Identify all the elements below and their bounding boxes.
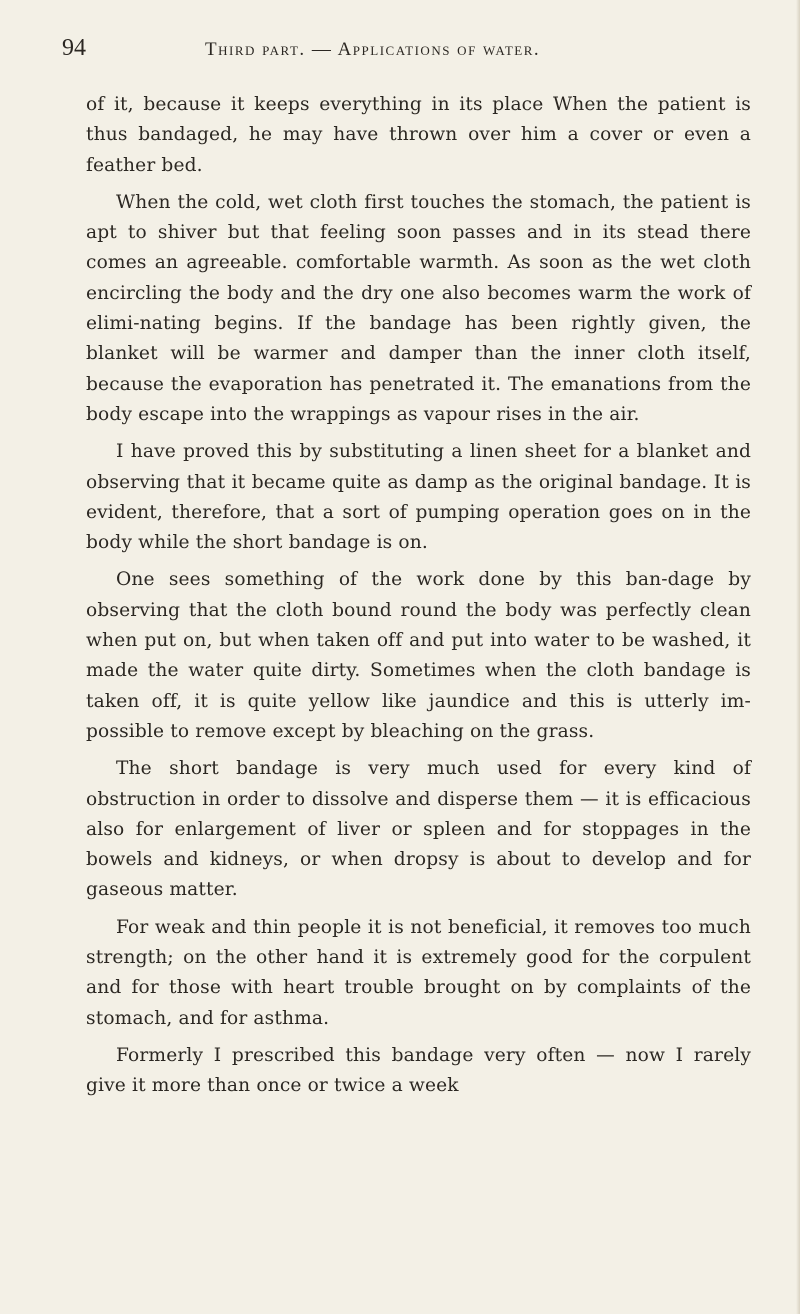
paragraph: The short bandage is very much used for every kind of obstruction in order to dissolve and disperse them — it is efficacious also for enlargement of liver or spleen and for stoppages in the bowels and kidneys, or when dropsy is about to develop and for gaseous matter. <box>86 758 751 901</box>
paragraph: When the cold, wet cloth first touches the stomach, the patient is apt to shiver but that feeling soon passes and in its stead there comes an agreeable. comfortable warmth. As soon as the wet cloth encircling the body and the dry one also becomes warm the work of elimi-nating begins. If the bandage has been rightly given, the blanket will be warmer and damper than the inner cloth itself, because the evaporation has penetrated it. The emanations from the body escape into the wrappings as vapour rises in the air. <box>86 191 751 425</box>
paragraph: One sees something of the work done by this ban-dage by observing that the cloth bound round the body was perfectly clean when put on, but when taken off and put into water to be washed, it made the water quite dirty. Sometimes when the cloth bandage is taken off, it is quite yellow like jaundice and this is utterly im-possible to remove except by bleaching on the grass. <box>86 569 751 742</box>
page-number: 94 <box>62 35 86 61</box>
page-edge-shadow <box>796 0 800 1314</box>
page-header <box>62 33 762 73</box>
paragraph: For weak and thin people it is not beneficial, it removes too much strength; on the other hand it is extremely good for the corpulent and for those with heart trouble brought on by complaints of the stomach, and for asthma. <box>86 916 751 1029</box>
running-title: Third part. — Applications of water. <box>205 39 541 60</box>
body-text <box>86 90 751 1109</box>
paragraph: I have proved this by substituting a linen sheet for a blanket and observing that it became quite as damp as the original bandage. It is evident, therefore, that a sort of pumping operation goes on in the body while the short bandage is on. <box>86 441 751 554</box>
paragraph-continuation: of it, because it keeps everything in its place When the patient is thus bandaged, he may have thrown over him a cover or even a feather bed. <box>86 94 751 176</box>
paragraph: Formerly I prescribed this bandage very often — now I rarely give it more than once or twice a week <box>86 1044 751 1097</box>
